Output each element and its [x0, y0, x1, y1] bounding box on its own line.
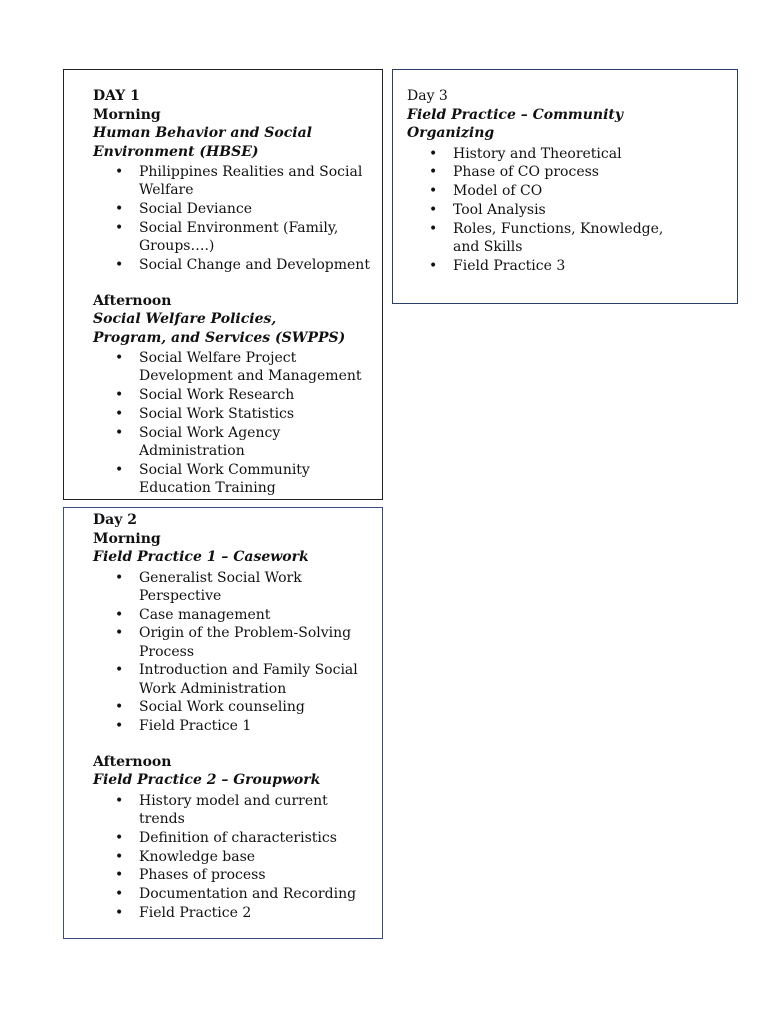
topic-item: [93, 829, 372, 847]
topic-line: Work Administration: [139, 680, 287, 697]
topic-line: Perspective: [139, 587, 222, 604]
topic-item: [93, 461, 372, 497]
topic-line: Process: [139, 643, 195, 660]
topic-item: [93, 200, 372, 218]
topic-line: Development and Management: [139, 368, 362, 385]
topic-line: trends: [139, 811, 185, 828]
topic-item: [407, 182, 727, 200]
topic-item: [93, 256, 372, 274]
day1-afternoon-topics: [93, 349, 372, 497]
topic-line: • Origin of the Problem-Solving: [139, 625, 352, 642]
topic-line: • Field Practice 3: [453, 257, 566, 274]
topic-item: [93, 904, 372, 922]
day2-title: Day 2: [93, 512, 137, 528]
topic-line: • Model of CO: [453, 183, 543, 200]
day2-afternoon-label: Afternoon: [93, 753, 172, 770]
day3-topics: [407, 145, 727, 275]
topic-item: [407, 257, 727, 275]
topic-item: [93, 661, 372, 697]
day1-afternoon-subject-line1: Social Welfare Policies,: [93, 311, 277, 328]
topic-line: • Field Practice 1: [139, 718, 252, 735]
topic-item: [93, 792, 372, 828]
topic-item: [93, 848, 372, 866]
topic-line: • Social Welfare Project: [139, 350, 297, 367]
topic-item: [407, 220, 727, 256]
topic-line: • Generalist Social Work: [139, 569, 302, 586]
day1-afternoon-subject-line2: Program, and Services (SWPPS): [93, 329, 346, 346]
topic-line: Welfare: [139, 182, 194, 199]
topic-line: • Field Practice 2: [139, 905, 252, 922]
topic-line: • Social Work Statistics: [139, 405, 295, 422]
topic-line: • Roles, Functions, Knowledge,: [453, 220, 664, 237]
topic-item: [93, 885, 372, 903]
topic-line: • Phase of CO process: [453, 164, 599, 181]
topic-line: Administration: [139, 442, 245, 459]
day2-box: [63, 507, 383, 939]
day2-afternoon-topics: [93, 792, 372, 922]
topic-line: and Skills: [453, 238, 523, 255]
topic-line: • Knowledge base: [139, 848, 256, 865]
topic-line: • Phases of process: [139, 867, 266, 884]
topic-line: • Definition of characteristics: [139, 829, 337, 846]
day3-box: [392, 69, 738, 304]
topic-line: • Social Work Agency: [139, 424, 281, 441]
day3-subject-line2: Organizing: [407, 125, 495, 141]
topic-item: [93, 624, 372, 660]
topic-item: [93, 569, 372, 605]
day2-morning-subject: Field Practice 1 – Casework: [93, 549, 309, 565]
topic-line: • History and Theoretical: [453, 145, 622, 162]
topic-item: [93, 424, 372, 460]
topic-item: [93, 349, 372, 385]
topic-item: [93, 698, 372, 716]
topic-line: • History model and current: [139, 792, 328, 809]
topic-line: • Tool Analysis: [453, 201, 546, 218]
topic-item: [93, 163, 372, 199]
topic-line: • Social Environment (Family,: [139, 219, 339, 236]
topic-line: • Social Work Community: [139, 461, 310, 478]
day1-box: [63, 69, 383, 500]
topic-item: [93, 606, 372, 624]
day1-morning-label: Morning: [93, 106, 161, 123]
day1-morning-topics: [93, 163, 372, 274]
topic-line: Groups….): [139, 238, 215, 254]
topic-item: [93, 386, 372, 404]
topic-line: • Social Work counseling: [139, 699, 305, 716]
topic-item: [93, 405, 372, 423]
day1-morning-subject-line1: Human Behavior and Social: [93, 125, 312, 141]
topic-line: • Social Work Research: [139, 387, 295, 404]
day2-morning-label: Morning: [93, 530, 161, 547]
day3-subject-line1: Field Practice – Community: [407, 106, 623, 123]
topic-item: [407, 145, 727, 163]
day1-afternoon-label: Afternoon: [93, 292, 172, 309]
day2-morning-topics: [93, 569, 372, 736]
topic-line: • Introduction and Family Social: [139, 662, 358, 679]
topic-line: • Social Change and Development: [139, 256, 370, 273]
topic-item: [93, 717, 372, 735]
topic-line: • Documentation and Recording: [139, 886, 357, 903]
topic-line: • Case management: [139, 606, 271, 623]
day1-title: DAY 1: [93, 88, 140, 104]
topic-item: [93, 866, 372, 884]
topic-line: Education Training: [139, 479, 276, 496]
topic-line: • Philippines Realities and Social: [139, 164, 363, 180]
topic-item: [407, 163, 727, 181]
day2-afternoon-subject: Field Practice 2 – Groupwork: [93, 772, 321, 789]
topic-item: [407, 201, 727, 219]
day1-morning-subject-line2: Environment (HBSE): [93, 143, 259, 160]
topic-item: [93, 219, 372, 255]
day3-title: Day 3: [407, 88, 448, 104]
topic-line: • Social Deviance: [139, 201, 252, 217]
